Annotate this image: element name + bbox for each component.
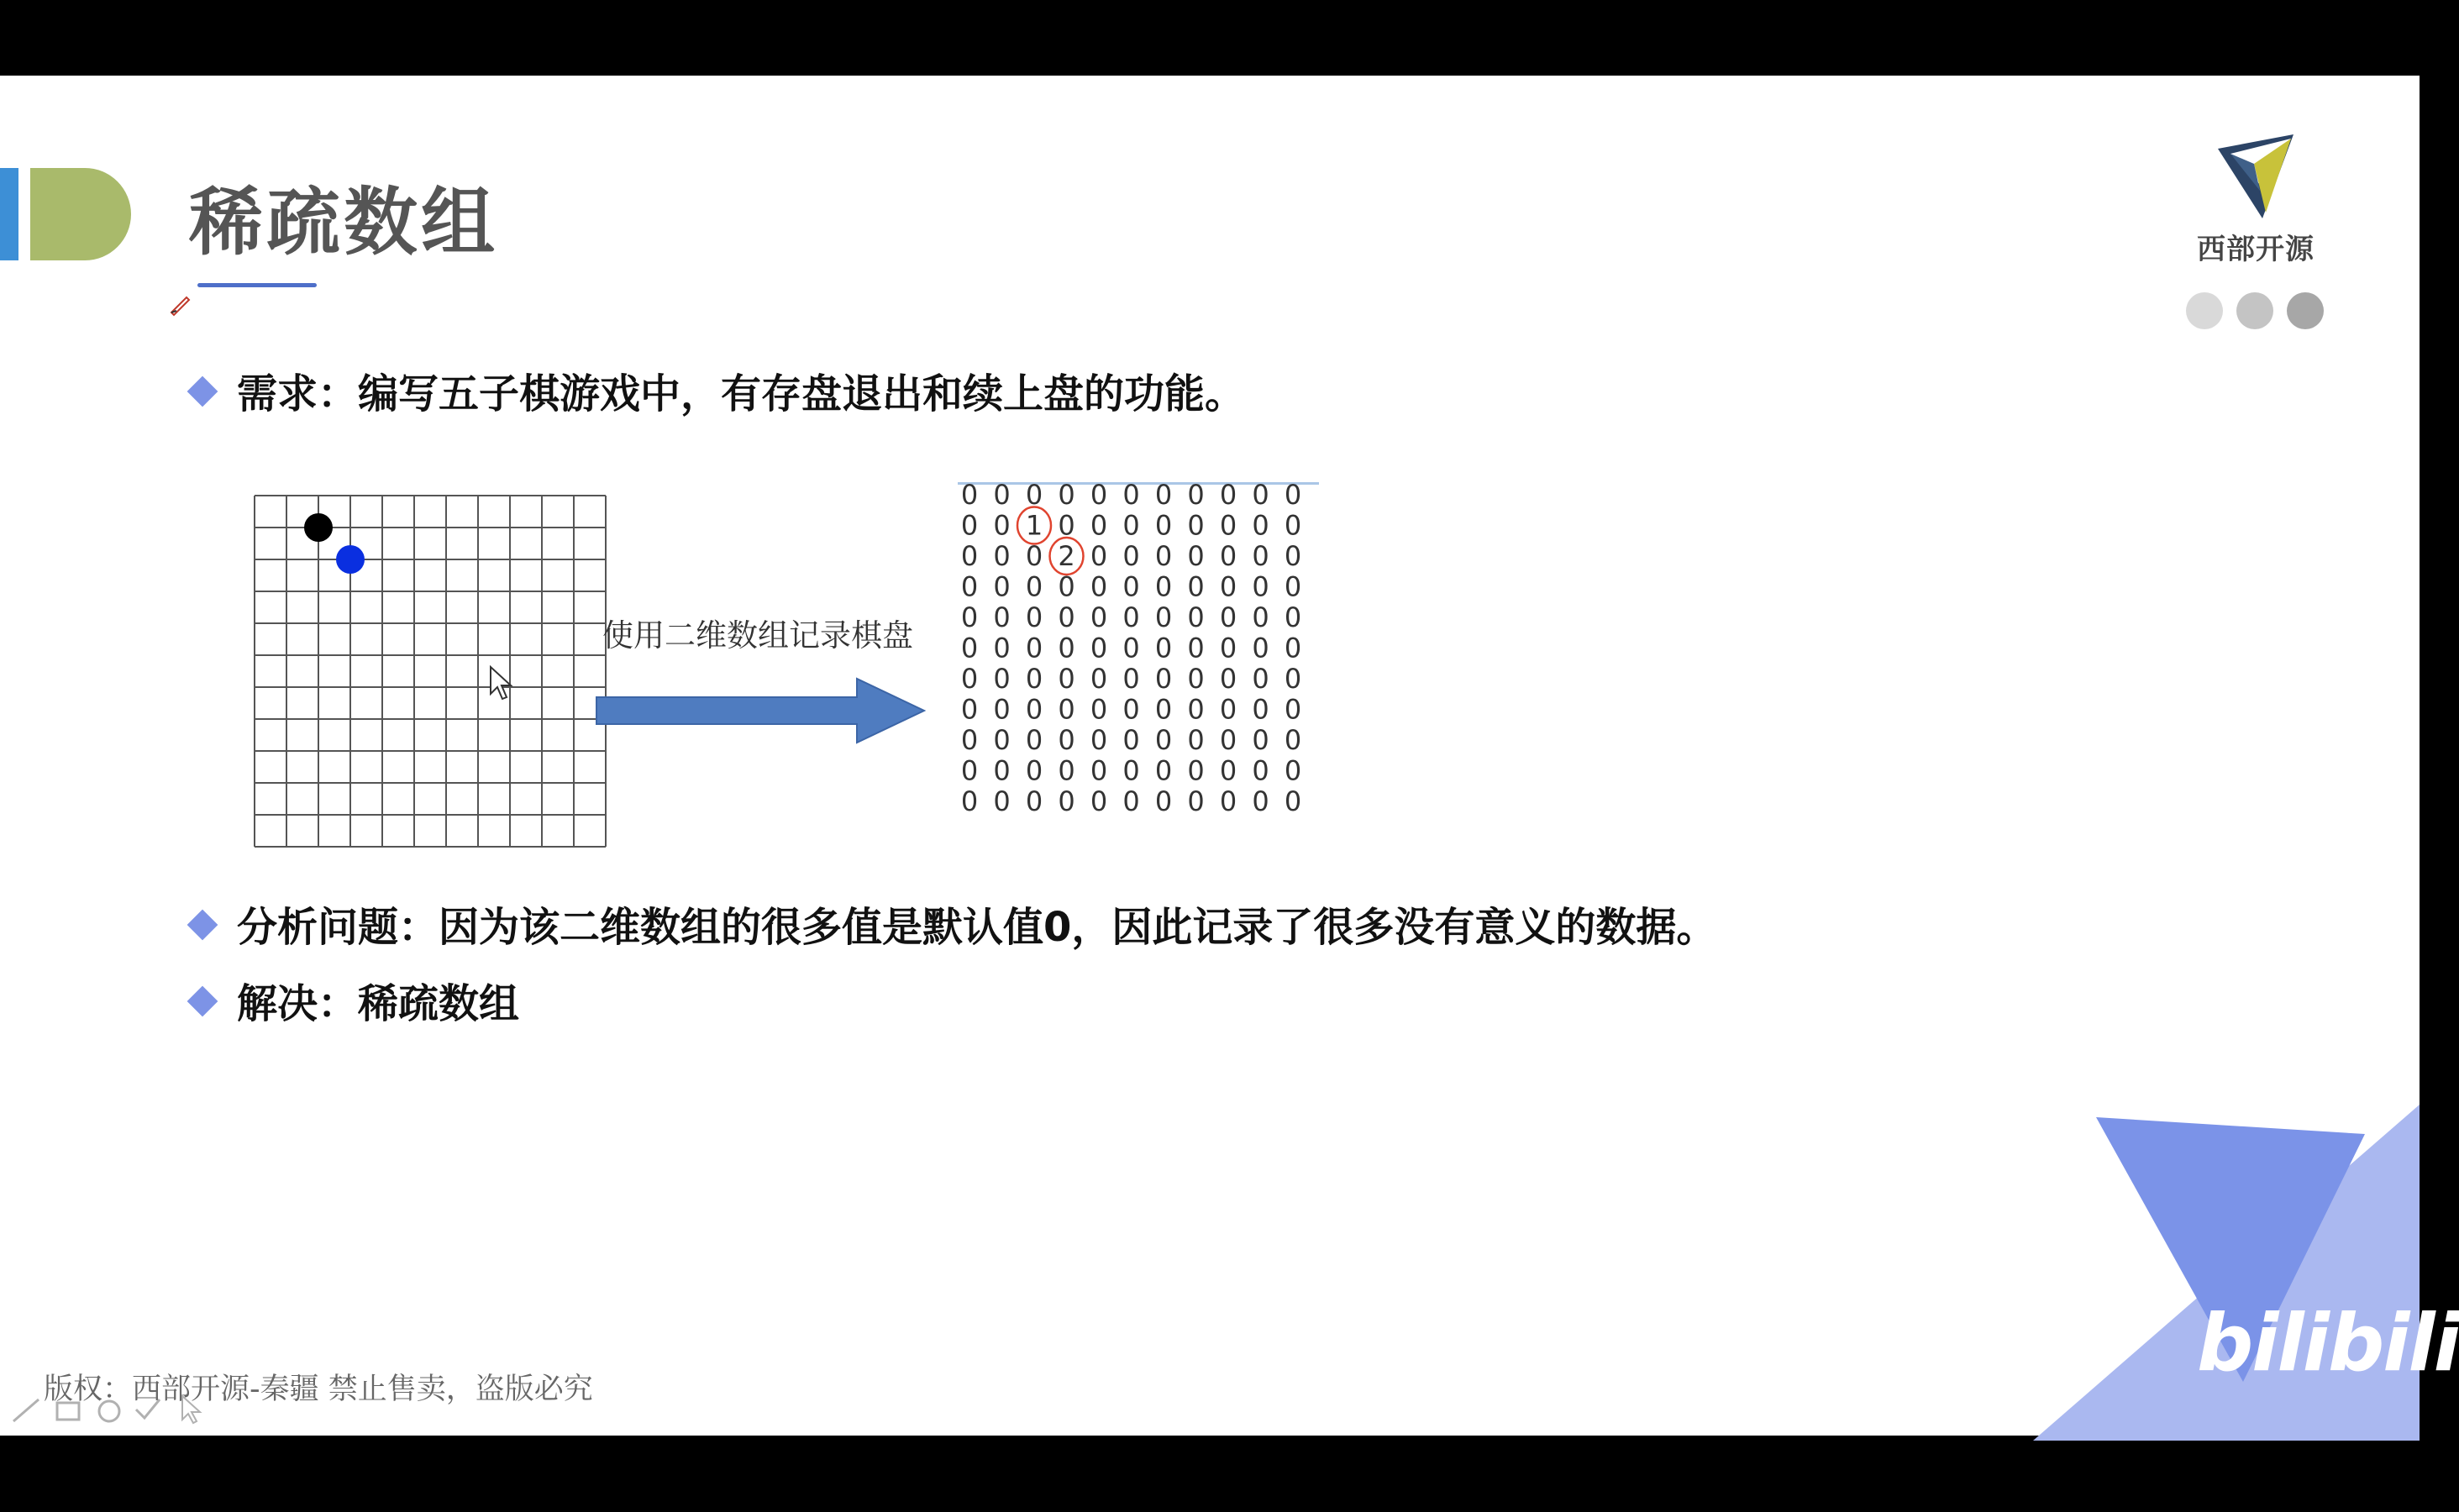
matrix-cell: 0	[1025, 540, 1043, 572]
matrix-cell: 0	[993, 479, 1011, 511]
matrix-cell: 0	[1252, 724, 1269, 756]
check-tool-icon[interactable]	[136, 1399, 160, 1418]
matrix-cell: 0	[1154, 632, 1173, 664]
matrix-cell: 0	[960, 724, 979, 756]
matrix-cell: 0	[1122, 754, 1140, 787]
annotation-toolbar[interactable]	[10, 1393, 212, 1426]
bullet-solution	[192, 971, 519, 1029]
matrix-cell: 0	[1090, 754, 1108, 787]
matrix-cell: 0	[1187, 540, 1205, 572]
right-arrow-icon	[595, 677, 927, 744]
matrix-cell: 0	[1219, 509, 1237, 542]
corner-decoration	[2033, 1105, 2420, 1441]
eraser-tool-icon[interactable]	[57, 1403, 79, 1420]
matrix-cell: 0	[1219, 724, 1237, 756]
matrix-cell: 0	[1284, 632, 1302, 664]
matrix-cell: 0	[1219, 570, 1237, 603]
mouse-cursor-icon	[489, 665, 514, 702]
matrix-cell: 0	[1187, 663, 1205, 695]
matrix-cell: 0	[993, 570, 1011, 603]
matrix-cell: 0	[1219, 663, 1237, 695]
matrix-cell: 0	[1025, 693, 1043, 726]
matrix-cell: 0	[1252, 601, 1269, 633]
matrix-cell: 0	[993, 754, 1011, 787]
bullet-diamond-icon	[187, 986, 218, 1017]
matrix-cell: 0	[1284, 663, 1302, 695]
matrix-cell: 0	[1122, 785, 1140, 817]
matrix-cell: 0	[1058, 693, 1075, 726]
arrow-label: 使用二维数组记录棋盘	[602, 617, 913, 654]
matrix-cell: 0	[1025, 632, 1043, 664]
matrix-cell: 0	[1252, 479, 1269, 511]
matrix-cell: 0	[1284, 570, 1302, 603]
matrix-cell: 0	[1252, 663, 1269, 695]
matrix-cell: 0	[960, 785, 979, 817]
logo-mark-icon	[2214, 130, 2298, 223]
matrix-cell: 0	[1122, 724, 1140, 756]
matrix-cell: 0	[1219, 601, 1237, 633]
matrix-cell: 0	[1154, 785, 1173, 817]
matrix-cell: 0	[1219, 540, 1237, 572]
matrix-cell: 0	[960, 601, 979, 633]
matrix-cell: 0	[1284, 693, 1302, 726]
matrix-cell: 0	[993, 785, 1011, 817]
matrix-cell: 0	[1187, 601, 1205, 633]
matrix-cell: 0	[1187, 509, 1205, 542]
matrix-cell: 0	[1219, 754, 1237, 787]
matrix-cell: 0	[993, 632, 1011, 664]
matrix-cell: 0	[1090, 632, 1108, 664]
matrix-cell: 0	[1025, 479, 1043, 511]
matrix-cell: 0	[1122, 509, 1140, 542]
matrix-cell: 0	[1025, 601, 1043, 633]
matrix-cell: 0	[1187, 632, 1205, 664]
matrix-cell: 0	[1154, 570, 1173, 603]
matrix-cell: 0	[1154, 663, 1173, 695]
matrix-cell: 0	[1219, 479, 1237, 511]
matrix-cell: 0	[1252, 754, 1269, 787]
matrix-cell: 0	[1154, 754, 1173, 787]
matrix-cell: 0	[1090, 479, 1108, 511]
pen-tool-icon[interactable]	[13, 1399, 39, 1421]
laser-tool-icon[interactable]	[99, 1401, 119, 1421]
matrix-cell: 0	[1025, 785, 1043, 817]
matrix-cell: 0	[993, 663, 1011, 695]
matrix-cell: 0	[960, 693, 979, 726]
board-stone	[304, 513, 333, 542]
matrix-cell: 0	[1058, 601, 1075, 633]
matrix-cell: 0	[1154, 540, 1173, 572]
solution-text: 解决：稀疏数组	[237, 980, 520, 1027]
matrix-cell: 0	[1187, 693, 1205, 726]
matrix-cell: 0	[1252, 540, 1269, 572]
matrix-cell: 0	[993, 601, 1011, 633]
matrix-cell: 0	[960, 479, 979, 511]
matrix-cell: 0	[1122, 693, 1140, 726]
logo-text: 西部开源	[2197, 233, 2315, 266]
matrix-cell: 0	[993, 693, 1011, 726]
matrix-cell: 0	[1154, 509, 1173, 542]
matrix-cell: 0	[960, 632, 979, 664]
matrix-cell: 0	[1122, 632, 1140, 664]
matrix-cell: 0	[960, 570, 979, 603]
matrix-cell: 0	[960, 509, 979, 542]
matrix-cell: 0	[1122, 540, 1140, 572]
matrix-cell: 0	[1122, 570, 1140, 603]
matrix-cell: 2	[1058, 540, 1075, 572]
matrix-cell: 0	[1284, 754, 1302, 787]
matrix-cell: 0	[1284, 540, 1302, 572]
matrix-cell: 0	[1252, 693, 1269, 726]
matrix-cell: 0	[1154, 601, 1173, 633]
title-accent-bar-blue	[0, 168, 18, 260]
slide	[0, 76, 2459, 1436]
matrix-cell: 0	[1187, 479, 1205, 511]
title-accent-bar-green	[30, 168, 131, 260]
pen-annotation-icon	[170, 292, 192, 314]
matrix-cell: 0	[1284, 601, 1302, 633]
matrix-cell: 0	[1252, 570, 1269, 603]
matrix-cell: 0	[1090, 509, 1108, 542]
matrix-cell: 0	[1090, 663, 1108, 695]
matrix-cell: 0	[993, 509, 1011, 542]
board-stone	[336, 545, 365, 574]
matrix-cell: 0	[1154, 693, 1173, 726]
bilibili-watermark: bilibili	[2197, 1298, 2459, 1389]
matrix-cell: 0	[1252, 509, 1269, 542]
matrix-cell: 0	[1187, 724, 1205, 756]
matrix-cell: 0	[960, 540, 979, 572]
matrix-cell: 0	[1090, 540, 1108, 572]
analysis-text: 分析问题：因为该二维数组的很多值是默认值0，因此记录了很多没有意义的数据。	[237, 904, 1717, 951]
matrix-cell: 0	[1058, 754, 1075, 787]
matrix-cell: 0	[1058, 663, 1075, 695]
matrix-cell: 0	[1025, 570, 1043, 603]
dot-3	[2287, 292, 2324, 329]
matrix-cell: 0	[960, 754, 979, 787]
matrix-cell: 0	[1252, 785, 1269, 817]
copyright-text: 版权：西部开源-秦疆 禁止售卖，盗版必究	[44, 1373, 593, 1406]
array-matrix	[956, 479, 1326, 916]
matrix-cell: 0	[1122, 601, 1140, 633]
matrix-cell: 0	[1219, 785, 1237, 817]
matrix-cell: 0	[1090, 785, 1108, 817]
matrix-cell: 0	[1058, 509, 1075, 542]
matrix-cell: 0	[1090, 724, 1108, 756]
matrix-cell: 0	[1284, 479, 1302, 511]
matrix-cell: 0	[1284, 785, 1302, 817]
matrix-cell: 0	[1187, 570, 1205, 603]
matrix-cell: 0	[1058, 785, 1075, 817]
matrix-cell: 0	[1284, 724, 1302, 756]
matrix-cell: 0	[1154, 479, 1173, 511]
requirement-text: 需求：编写五子棋游戏中，有存盘退出和续上盘的功能。	[237, 370, 1246, 417]
dot-2	[2236, 292, 2273, 329]
matrix-cell: 0	[993, 724, 1011, 756]
matrix-cell: 0	[1122, 479, 1140, 511]
bullet-diamond-icon	[187, 910, 218, 941]
matrix-cell: 0	[1058, 570, 1075, 603]
matrix-cell: 0	[1025, 724, 1043, 756]
matrix-cell: 0	[1090, 570, 1108, 603]
matrix-cell: 0	[1058, 479, 1075, 511]
matrix-cell: 0	[1284, 509, 1302, 542]
matrix-cell: 0	[1090, 693, 1108, 726]
bullet-requirement	[192, 361, 1245, 419]
matrix-cell: 0	[1090, 601, 1108, 633]
brand-logo	[2184, 130, 2327, 267]
matrix-cell: 0	[993, 540, 1011, 572]
matrix-cell: 0	[1219, 632, 1237, 664]
go-board	[252, 493, 578, 819]
slide-title: 稀疏数组	[189, 179, 499, 265]
matrix-cell: 0	[1058, 632, 1075, 664]
matrix-cell: 0	[1187, 785, 1205, 817]
matrix-cell: 0	[1252, 632, 1269, 664]
matrix-cell: 0	[1154, 724, 1173, 756]
matrix-cell: 0	[1025, 663, 1043, 695]
dot-1	[2186, 292, 2223, 329]
matrix-cell: 0	[1187, 754, 1205, 787]
matrix-cell: 0	[1025, 754, 1043, 787]
bullet-analysis	[192, 895, 1716, 953]
title-underline	[197, 283, 317, 287]
matrix-cell: 0	[1122, 663, 1140, 695]
matrix-cell: 0	[960, 663, 979, 695]
pointer-tool-icon[interactable]	[182, 1396, 200, 1423]
matrix-cell: 1	[1025, 509, 1043, 542]
bullet-diamond-icon	[187, 376, 218, 407]
watermark-java: Java	[1949, 1327, 2069, 1386]
matrix-cell: 0	[1219, 693, 1237, 726]
matrix-cell: 0	[1058, 724, 1075, 756]
